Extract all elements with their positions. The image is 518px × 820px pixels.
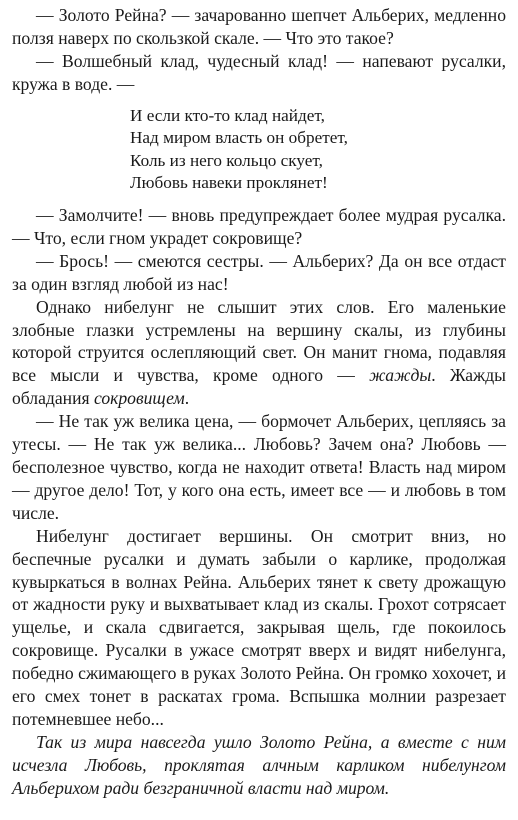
verse-line: Коль из него кольцо скует,: [130, 150, 323, 170]
verse-stanza: [130, 105, 506, 195]
paragraph: [12, 296, 506, 411]
emphasis: сокровищем: [93, 388, 185, 409]
verse-line: Любовь навеки проклянет!: [130, 173, 328, 193]
paragraph: — Волшебный клад, чудесный клад! — напевают русалки, кружа в воде. —: [12, 50, 506, 94]
paragraph: — Замолчите! — вновь предупреждает более мудрая русалка. — Что, если гном украдет сокровище?: [12, 205, 506, 248]
paragraph: — Золото Рейна? — зачарованно шепчет Альберих, медленно ползя наверх по скользкой скале. — Что это такое?: [12, 5, 506, 48]
paragraph-text: Однако нибелунг не слышит этих слов. Его маленькие злобные глазки устремлены на вершину скалы, из глубины которой струится ослепляющий свет. Он манит гнома, подавляя все мысли и чувства, кроме одного —: [12, 296, 506, 386]
emphasis: жажды: [369, 365, 432, 386]
verse-line: И если кто-то клад найдет,: [130, 105, 325, 125]
closing-paragraph: Так из мира навсегда ушло Золото Рейна, а вместе с ним исчезла Любовь, проклятая алчным карликом нибелунгом Альберихом ради безграничной власти над миром.: [12, 731, 506, 798]
book-page: [12, 4, 506, 800]
paragraph: Нибелунг достигает вершины. Он смотрит вниз, но беспечные русалки и думать забыли о карлике, продолжая кувыркаться в волнах Рейна. Альберих тянет к свету дрожащую от жадности руку и выхватывает клад из скалы. Грохот сотрясает ущелье, и скала сдвигается, закрывая щель, где покоилось сокровище. Русалки в ужасе смотрят вверх и видят нибелунга, победно сжимающего в руках Золото Рейна. Он громко хохочет, и его смех тонет в раскатах грома. Вспышка молнии разрезает потемневшее небо...: [12, 525, 506, 729]
paragraph-text: . Жажды обладания: [12, 365, 506, 409]
paragraph: — Не так уж велика цена, — бормочет Альберих, цепляясь за утесы. — Не так уж велика... Любовь? Зачем она? Любовь — бесполезное чувство, когда не находит ответа! Власть над миром — другое дело! Тот, у кого она есть, имеет все — и любовь в том числе.: [12, 411, 506, 523]
verse-line: Над миром власть он обретет,: [130, 128, 348, 148]
paragraph: — Брось! — смеются сестры. — Альберих? Да он все отдаст за один взгляд любой из нас!: [12, 250, 506, 294]
paragraph-text: .: [184, 388, 190, 409]
